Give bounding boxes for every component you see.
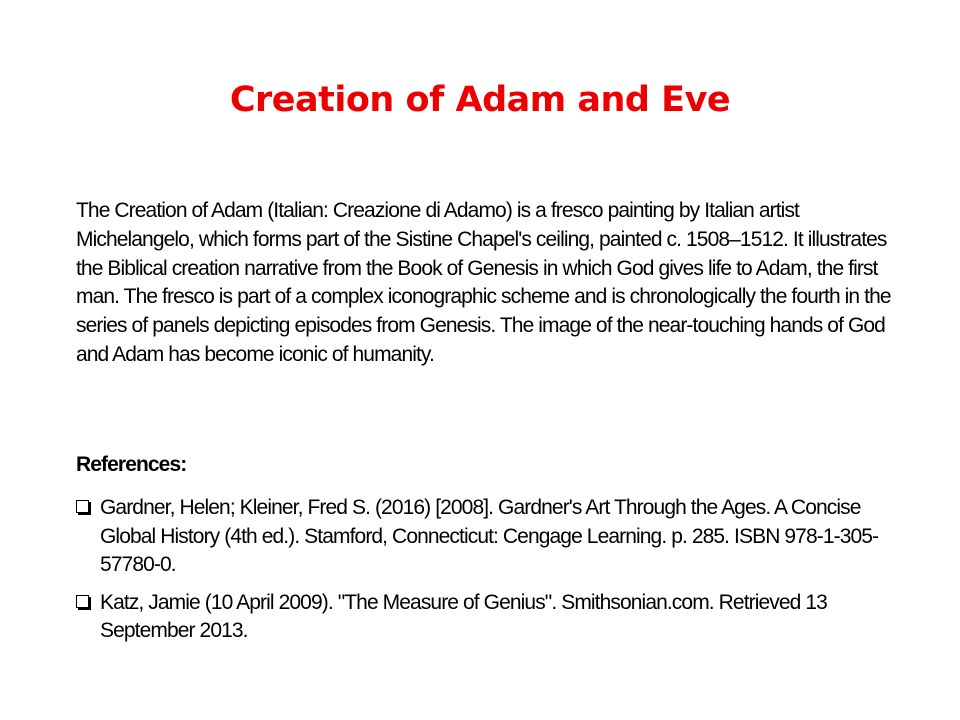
references-heading: References:: [76, 453, 187, 476]
reference-text: Katz, Jamie (10 April 2009). "The Measure of Genius". Smithsonian.com. Retrieved 13 September 2013.: [100, 590, 827, 642]
square-bullet-icon: [76, 595, 89, 608]
reference-item-gardner: [76, 494, 896, 580]
reference-text: Gardner, Helen; Kleiner, Fred S. (2016) [2008]. Gardner's Art Through the Ages. A Concise Global History (4th ed.). Stamford, Connecticut: Cengage Learning. p. 285. ISBN 978-1-305-57780-0.: [100, 496, 879, 576]
slide-title: Creation of Adam and Eve: [229, 80, 731, 120]
body-paragraph: The Creation of Adam (Italian: Creazione di Adamo) is a fresco painting by Italian artist Michelangelo, which forms part of the Sistine Chapel's ceiling, painted c. 1508–1512. It illustrates the Biblical creation narrative from the Book of Genesis in which God gives life to Adam, the first man. The fresco is part of a complex iconographic scheme and is chronologically the fourth in the series of panels depicting episodes from Genesis. The image of the near-touching hands of God and Adam has become iconic of humanity.: [76, 199, 891, 366]
references-list: [76, 494, 896, 655]
square-bullet-icon: [76, 500, 89, 513]
reference-item-katz: [76, 589, 896, 646]
